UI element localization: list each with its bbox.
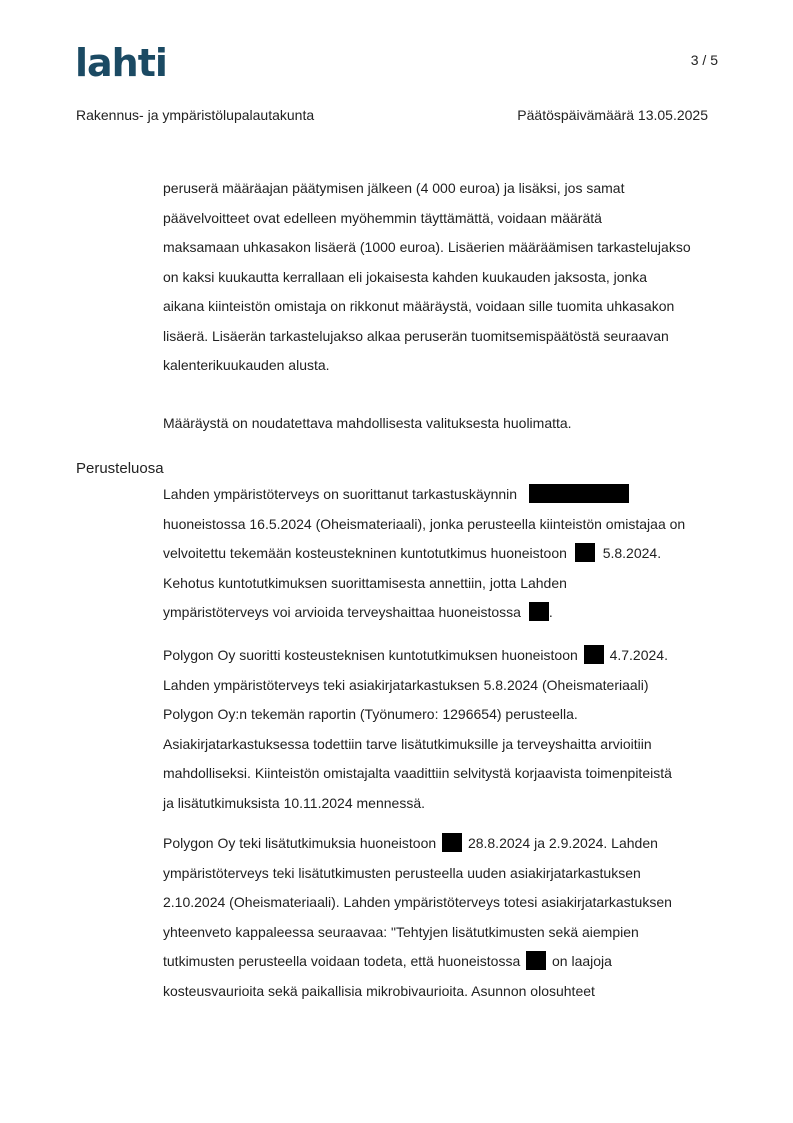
page-number: 3 / 5 bbox=[690, 52, 718, 68]
text-segment: Lahden ympäristöterveys on suorittanut tarkastuskäynnin bbox=[163, 486, 518, 502]
text-line bbox=[163, 480, 723, 510]
redaction-block bbox=[529, 602, 549, 621]
text-line: ympäristöterveys teki lisätutkimusten perusteella uuden asiakirjatarkastuksen bbox=[163, 864, 641, 881]
paragraph-sanction-terms bbox=[163, 174, 723, 381]
text-line: aikana kiinteistön omistaja on rikkonut määräystä, voidaan sille tuomita uhkasakon bbox=[163, 298, 675, 314]
text-line: päävelvoitteet ovat edelleen myöhemmin täyttämättä, voidaan määrätä bbox=[163, 209, 602, 226]
redaction-block bbox=[575, 543, 595, 562]
paragraph-compliance bbox=[163, 409, 723, 439]
text-segment: Polygon Oy suoritti kosteusteknisen kuntotutkimuksen huoneistoon bbox=[163, 647, 578, 663]
text-line bbox=[163, 598, 723, 628]
text-line: kalenterikuukauden alusta. bbox=[163, 357, 330, 373]
text-line: kosteusvaurioita sekä paikallisia mikrobivaurioita. Asunnon olosuhteet bbox=[163, 982, 595, 999]
text-line: 2.10.2024 (Oheismateriaali). Lahden ympäristöterveys totesi asiakirjatarkastuksen bbox=[163, 894, 672, 910]
redaction-block bbox=[526, 951, 546, 970]
document-header bbox=[76, 107, 708, 123]
text-line bbox=[163, 947, 723, 977]
paragraph-additional-studies bbox=[163, 829, 723, 1006]
paragraph-polygon-study bbox=[163, 641, 723, 818]
paragraph-inspection bbox=[163, 480, 723, 628]
text-line: ja lisätutkimuksista 10.11.2024 mennessä. bbox=[163, 794, 425, 811]
text-segment: on laajoja bbox=[552, 953, 612, 969]
redaction-block bbox=[584, 645, 604, 664]
text-segment: 28.8.2024 ja 2.9.2024. Lahden bbox=[467, 835, 658, 851]
text-segment: 5.8.2024. bbox=[602, 545, 662, 561]
text-line bbox=[163, 641, 723, 671]
text-segment: tutkimusten perusteella voidaan todeta, että huoneistossa bbox=[163, 953, 521, 969]
text-line bbox=[163, 829, 723, 859]
text-line: Polygon Oy:n tekemän raportin (Työnumero: 1296654) perusteella. bbox=[163, 706, 578, 722]
text-line: huoneistossa 16.5.2024 (Oheismateriaali), jonka perusteella kiinteistön omistajaa on bbox=[163, 515, 686, 532]
text-line: lisäerä. Lisäerän tarkastelujakso alkaa peruserän tuomitsemispäätöstä seuraavan bbox=[163, 327, 669, 344]
text-line: Asiakirjatarkastuksessa todettiin tarve lisätutkimuksille ja terveyshaitta arvioitiin bbox=[163, 735, 652, 752]
redaction-block bbox=[529, 484, 629, 503]
text-line bbox=[163, 539, 723, 569]
text-line: peruserä määräajan päätymisen jälkeen (4 000 euroa) ja lisäksi, jos samat bbox=[163, 180, 625, 196]
text-line: yhteenveto kappaleessa seuraavaa: "Tehtyjen lisätutkimusten sekä aiempien bbox=[163, 923, 639, 940]
text-line: Kehotus kuntotutkimuksen suorittamisesta annettiin, jotta Lahden bbox=[163, 574, 567, 591]
text-line: on kaksi kuukautta kerrallaan eli jokaisesta kahden kuukauden jaksosta, jonka bbox=[163, 268, 648, 285]
text-segment: ympäristöterveys voi arvioida terveyshaittaa huoneistossa bbox=[163, 604, 521, 620]
redaction-block bbox=[442, 833, 462, 852]
text-line: Määräystä on noudatettava mahdollisesta valituksesta huolimatta. bbox=[163, 415, 572, 431]
text-line: maksamaan uhkasakon lisäerä (1000 euroa). Lisäerien määräämisen tarkastelujakso bbox=[163, 239, 691, 255]
text-line: mahdolliseksi. Kiinteistön omistajalta vaadittiin selvitystä korjaavista toimenpiteistä bbox=[163, 765, 672, 781]
board-name: Rakennus- ja ympäristölupalautakunta bbox=[76, 107, 315, 123]
decision-date: Päätöspäivämäärä 13.05.2025 bbox=[517, 107, 708, 123]
text-segment: Polygon Oy teki lisätutkimuksia huoneistoon bbox=[163, 835, 437, 851]
text-line: Lahden ympäristöterveys teki asiakirjatarkastuksen 5.8.2024 (Oheismateriaali) bbox=[163, 676, 649, 693]
text-segment: velvoitettu tekemään kosteustekninen kuntotutkimus huoneistoon bbox=[163, 545, 567, 561]
lahti-logo: lahti bbox=[75, 41, 167, 85]
section-label: Perusteluosa bbox=[76, 460, 164, 477]
text-segment: 4.7.2024. bbox=[609, 647, 668, 663]
text-segment: . bbox=[548, 604, 553, 620]
